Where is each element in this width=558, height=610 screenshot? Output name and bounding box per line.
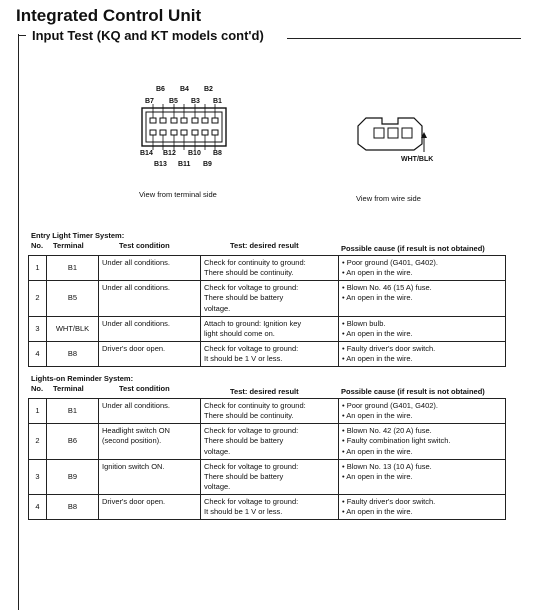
cause-line: • Blown bulb.: [342, 318, 386, 328]
desired-line: It should be 1 V or less.: [204, 507, 283, 517]
cell-cause: [339, 459, 506, 494]
cell-condition: [99, 316, 201, 341]
pin-label-b1: B1: [213, 98, 222, 105]
col-header-no: No.: [31, 384, 44, 393]
cell-no: 1: [29, 256, 47, 281]
cell-cause: [339, 316, 506, 341]
pin-label-b9: B9: [203, 161, 212, 168]
desired-line: There should be battery: [204, 293, 284, 303]
condition-line: Under all conditions.: [102, 258, 170, 267]
subtitle-rule: [287, 38, 521, 39]
col-header-terminal: Terminal: [53, 384, 84, 393]
col-header-cause: Possible cause (if result is not obtained): [341, 244, 485, 253]
wire-side-caption: View from wire side: [356, 194, 421, 203]
desired-line: voltage.: [204, 446, 231, 456]
cell-condition: [99, 495, 201, 520]
cause-line: • Poor ground (G401, G402).: [342, 258, 439, 267]
desired-line: There should be battery: [204, 471, 284, 481]
cell-condition: [99, 256, 201, 281]
desired-line: light should come on.: [204, 328, 275, 338]
cause-line: • An open in the wire.: [342, 446, 413, 456]
condition-line: Under all conditions.: [102, 318, 170, 328]
desired-line: Check for continuity to ground:: [204, 258, 306, 267]
cell-no: 3: [29, 316, 47, 341]
cell-desired: [201, 459, 339, 494]
cause-line: • An open in the wire.: [342, 328, 413, 338]
cell-desired: [201, 495, 339, 520]
pin-label-b6: B6: [156, 86, 165, 93]
col-header-condition: Test condition: [119, 384, 170, 393]
cell-desired: [201, 424, 339, 459]
pin-label-b10: B10: [188, 150, 201, 157]
pin-label-b4: B4: [180, 86, 189, 93]
table-row: [29, 256, 506, 281]
desired-line: Attach to ground: Ignition key: [204, 318, 302, 328]
desired-line: voltage.: [204, 481, 231, 491]
cause-line: • An open in the wire.: [342, 471, 413, 481]
cause-line: • An open in the wire.: [342, 354, 413, 363]
cell-desired: [201, 399, 339, 424]
cell-terminal: WHT/BLK: [47, 316, 99, 341]
cell-terminal: B1: [47, 399, 99, 424]
pin-label-b14: B14: [140, 150, 153, 157]
table-row: [29, 316, 506, 341]
cell-cause: [339, 424, 506, 459]
cell-no: 3: [29, 459, 47, 494]
cause-line: • An open in the wire.: [342, 507, 413, 517]
pin-label-b12: B12: [163, 150, 176, 157]
pin-label-b3: B3: [191, 98, 200, 105]
pin-label-b7: B7: [145, 98, 154, 105]
desired-line: Check for voltage to ground:: [204, 497, 299, 506]
cell-no: 2: [29, 281, 47, 316]
table-row: [29, 281, 506, 316]
cell-condition: [99, 341, 201, 366]
cause-line: • An open in the wire.: [342, 411, 413, 421]
cell-no: 1: [29, 399, 47, 424]
cell-condition: [99, 281, 201, 316]
desired-line: It should be 1 V or less.: [204, 354, 283, 363]
section-title-entry-light: Entry Light Timer System:: [31, 231, 125, 240]
wire-label: WHT/BLK: [401, 156, 434, 163]
desired-line: Check for voltage to ground:: [204, 426, 299, 436]
cell-no: 2: [29, 424, 47, 459]
cell-cause: [339, 256, 506, 281]
cell-condition: [99, 399, 201, 424]
desired-line: Check for voltage to ground:: [204, 343, 299, 353]
cell-terminal: B5: [47, 281, 99, 316]
cell-terminal: B1: [47, 256, 99, 281]
cause-line: • An open in the wire.: [342, 268, 413, 278]
cell-terminal: B9: [47, 459, 99, 494]
table-row: [29, 459, 506, 494]
table-row: [29, 341, 506, 366]
cell-cause: [339, 399, 506, 424]
pin-label-b11: B11: [178, 161, 191, 168]
table-row: [29, 399, 506, 424]
section-title-lights-on: Lights-on Reminder System:: [31, 374, 134, 383]
condition-line: Ignition switch ON.: [102, 461, 165, 471]
wire-connector-diagram: [352, 114, 438, 154]
pin-label-b13: B13: [154, 161, 167, 168]
cell-condition: [99, 459, 201, 494]
page-title: Integrated Control Unit: [16, 6, 202, 25]
pin-label-b2: B2: [204, 86, 213, 93]
col-header-condition: Test condition: [119, 241, 170, 250]
condition-line: Under all conditions.: [102, 283, 170, 293]
desired-line: Check for voltage to ground:: [204, 283, 299, 293]
margin-rule: [18, 34, 19, 610]
pin-label-b5: B5: [169, 98, 178, 105]
col-header-desired: Test: desired result: [230, 387, 299, 396]
cause-line: • Faulty driver's door switch.: [342, 343, 436, 353]
cell-desired: [201, 341, 339, 366]
table-row: [29, 424, 506, 459]
col-header-terminal: Terminal: [53, 241, 84, 250]
desired-line: Check for voltage to ground:: [204, 461, 299, 471]
cause-line: • Faulty driver's door switch.: [342, 497, 436, 506]
cell-no: 4: [29, 341, 47, 366]
cell-desired: [201, 281, 339, 316]
desired-line: There should be continuity.: [204, 411, 294, 421]
terminal-connector-diagram: [138, 104, 230, 150]
condition-line: Driver's door open.: [102, 497, 166, 506]
cell-cause: [339, 495, 506, 520]
condition-line: Under all conditions.: [102, 401, 170, 410]
pin-label-b8: B8: [213, 150, 222, 157]
col-header-desired: Test: desired result: [230, 241, 299, 250]
desired-line: There should be continuity.: [204, 268, 294, 278]
cell-terminal: B8: [47, 341, 99, 366]
cell-desired: [201, 316, 339, 341]
cell-condition: [99, 424, 201, 459]
table-row: [29, 495, 506, 520]
lights-on-table: [28, 398, 506, 520]
cause-line: • An open in the wire.: [342, 293, 413, 303]
desired-line: Check for continuity to ground:: [204, 401, 306, 410]
page-subtitle: Input Test (KQ and KT models cont'd): [32, 28, 264, 43]
cell-no: 4: [29, 495, 47, 520]
terminal-side-caption: View from terminal side: [139, 190, 217, 199]
entry-light-table: [28, 255, 506, 367]
cause-line: • Poor ground (G401, G402).: [342, 401, 439, 410]
condition-line: Driver's door open.: [102, 343, 166, 353]
condition-line: (second position).: [102, 436, 162, 446]
cause-line: • Blown No. 42 (20 A) fuse.: [342, 426, 432, 436]
cell-terminal: B6: [47, 424, 99, 459]
cause-line: • Blown No. 46 (15 A) fuse.: [342, 283, 432, 293]
subtitle-tick: [18, 35, 26, 36]
col-header-no: No.: [31, 241, 44, 250]
col-header-cause: Possible cause (if result is not obtained): [341, 387, 485, 396]
cell-cause: [339, 281, 506, 316]
condition-line: Headlight switch ON: [102, 426, 170, 436]
cell-desired: [201, 256, 339, 281]
cell-terminal: B8: [47, 495, 99, 520]
cause-line: • Blown No. 13 (10 A) fuse.: [342, 461, 432, 471]
desired-line: There should be battery: [204, 436, 284, 446]
cell-cause: [339, 341, 506, 366]
cause-line: • Faulty combination light switch.: [342, 436, 451, 446]
desired-line: voltage.: [204, 303, 231, 313]
